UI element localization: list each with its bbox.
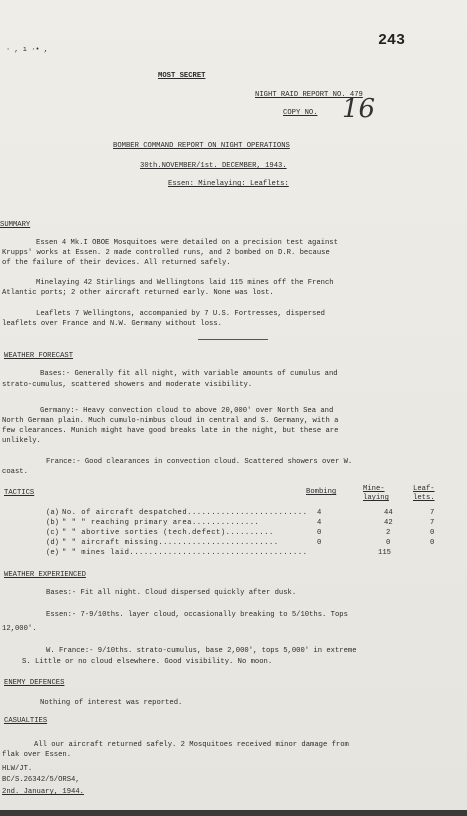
report-dates: 30th.NOVEMBER/1st. DECEMBER, 1943.	[140, 162, 287, 170]
summary-essen-line: of the failure of their devices. All returned safely.	[2, 259, 231, 267]
experienced-bases-line: Bases:- Fit all night. Cloud dispersed quickly after dusk.	[46, 589, 297, 597]
weather-experienced-heading: WEATHER EXPERIENCED	[4, 571, 86, 579]
experienced-france-line: S. Little or no cloud elsewhere. Good visibility. No moon.	[22, 658, 273, 666]
casualties-heading: CASUALTIES	[4, 717, 48, 725]
experienced-essen-line: 12,000'.	[2, 625, 37, 633]
cell-leaflets: 7	[430, 519, 435, 527]
cell-leaflets: 0	[430, 539, 435, 547]
forecast-germany-line: North German plain. Much cumulo-nimbus cloud in central and S. Germany, with a	[2, 417, 339, 425]
cell-minelaying: 0	[386, 539, 391, 547]
forecast-germany-line: few clearances. Munich might have good breaks late in the night, but these are	[2, 427, 339, 435]
summary-minelaying-line: Minelaying 42 Stirlings and Wellingtons laid 115 mines off the French	[36, 279, 334, 287]
forecast-france-line: coast.	[2, 468, 28, 476]
row-letter: (d)	[46, 539, 59, 547]
enemy-defences-heading: ENEMY DEFENCES	[4, 679, 65, 687]
tactics-heading: TACTICS	[4, 489, 35, 497]
cell-bombing: 0	[317, 529, 322, 537]
summary-minelaying-line: Atlantic ports; 2 other aircraft returned early. None was lost.	[2, 289, 274, 297]
cell-leaflets: 7	[430, 509, 435, 517]
cell-minelaying: 2	[386, 529, 391, 537]
column-minelaying: Mine-laying	[363, 485, 389, 502]
page-number: 243	[378, 32, 406, 49]
column-leaflets: Leaf-lets.	[413, 485, 435, 502]
copy-label: COPY NO.	[283, 109, 318, 117]
row-letter: (e)	[46, 549, 59, 557]
row-label: " " abortive sorties (tech.defect)..........	[62, 529, 274, 537]
row-letter: (a)	[46, 509, 59, 517]
cell-bombing: 0	[317, 539, 322, 547]
cell-minelaying: 115	[378, 549, 391, 557]
footer-date: 2nd. January, 1944.	[2, 788, 84, 796]
cell-leaflets: 0	[430, 529, 435, 537]
forecast-bases-line: Bases:- Generally fit all night, with variable amounts of cumulus and	[40, 370, 338, 378]
enemy-defences-text: Nothing of interest was reported.	[40, 699, 183, 707]
row-label: No. of aircraft despatched.........................	[62, 509, 308, 517]
row-letter: (b)	[46, 519, 59, 527]
forecast-germany-line: Germany:- Heavy convection cloud to above 20,000' over North Sea and	[40, 407, 334, 415]
row-label: " " " reaching primary area..............	[62, 519, 260, 527]
section-divider	[198, 339, 268, 340]
experienced-france-line: W. France:- 9/10ths. strato-cumulus, base 2,000', tops 5,000' in extreme	[46, 647, 357, 655]
report-heading: BOMBER COMMAND REPORT ON NIGHT OPERATIONS	[113, 142, 290, 150]
column-bombing: Bombing	[306, 488, 337, 496]
experienced-essen-line: Essen:- 7-9/10ths. layer cloud, occasionally breaking to 5/10ths. Tops	[46, 611, 348, 619]
copy-number: 16	[342, 94, 376, 124]
scan-edge	[0, 810, 467, 816]
cell-minelaying: 42	[384, 519, 393, 527]
row-label: " " aircraft missing.........................	[62, 539, 279, 547]
row-label: " " mines laid.....................................	[62, 549, 308, 557]
cell-bombing: 4	[317, 509, 322, 517]
cell-bombing: 4	[317, 519, 322, 527]
summary-essen-line: Essen 4 Mk.I OBOE Mosquitoes were detailed on a precision test against	[36, 239, 338, 247]
forecast-germany-line: unlikely.	[2, 437, 41, 445]
classification: MOST SECRET	[158, 72, 206, 80]
margin-mark: · , ı ·• ,	[6, 46, 49, 54]
report-number: NIGHT RAID REPORT NO. 479	[255, 91, 363, 99]
summary-heading: SUMMARY	[0, 221, 31, 229]
summary-leaflets-line: Leaflets 7 Wellingtons, accompanied by 7 U.S. Fortresses, dispersed	[36, 310, 325, 318]
forecast-bases-line: strato-cumulus, scattered showers and moderate visibility.	[2, 381, 253, 389]
summary-leaflets-line: leaflets over France and N.W. Germany without loss.	[2, 320, 222, 328]
casualties-line: flak over Essen.	[2, 751, 72, 759]
row-letter: (c)	[46, 529, 59, 537]
report-targets: Essen: Minelaying: Leaflets:	[168, 180, 289, 188]
weather-forecast-heading: WEATHER FORECAST	[4, 352, 74, 360]
footer-initials: HLW/JT.	[2, 765, 33, 773]
casualties-line: All our aircraft returned safely. 2 Mosquitoes received minor damage from	[34, 741, 349, 749]
footer-reference: BC/S.26342/5/ORS4,	[2, 776, 80, 784]
summary-essen-line: Krupps' works at Essen. 2 made controlled runs, and 2 bombed on D.R. because	[2, 249, 330, 257]
forecast-france-line: France:- Good clearances in convection cloud. Scattered showers over W.	[46, 458, 353, 466]
cell-minelaying: 44	[384, 509, 393, 517]
